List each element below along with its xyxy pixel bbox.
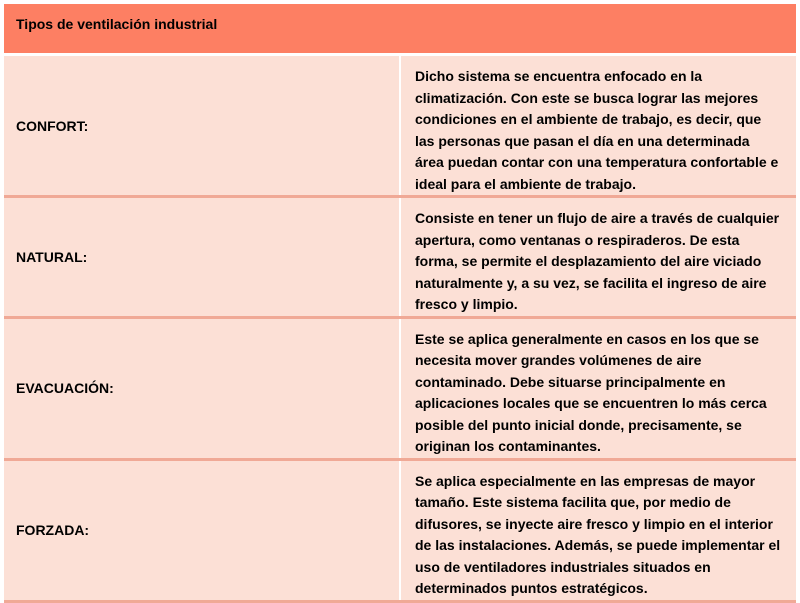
row-description-cell [400, 317, 796, 459]
row-description-cell [400, 55, 796, 197]
table-row [4, 197, 796, 318]
row-label-cell [4, 317, 400, 459]
row-description-natural: Consiste en tener un flujo de aire a través de cualquier apertura, como ventanas o respiraderos. De esta forma, se permite el desplazamiento del aire viciado naturalmente y, a su vez, se facilita el ingreso de aire fresco y limpio. [415, 210, 780, 312]
row-description-forzada: Se aplica especialmente en las empresas de mayor tamaño. Este sistema facilita que, por medio de difusores, se inyecte aire fresco y limpio en el interior de las instalaciones. Además, se puede implementar el uso de ventiladores industriales situados en determinados puntos estratégicos. [415, 472, 781, 596]
table-row [4, 459, 796, 601]
row-label-evacuacion: EVACUACIÓN: [16, 380, 114, 396]
table-header-row [4, 4, 796, 55]
row-label-cell [4, 197, 400, 318]
row-label-cell [4, 55, 400, 197]
row-description-confort: Dicho sistema se encuentra enfocado en la climatización. Con este se busca lograr las mejores condiciones en el ambiente de trabajo, es decir, que las personas que pasan el día en una determinada área puedan contar con una temperatura confortable e ideal para el ambiente de trabajo. [415, 68, 779, 192]
table-row [4, 55, 796, 197]
row-description-cell [400, 459, 796, 601]
row-label-forzada: FORZADA: [16, 522, 90, 538]
table-title: Tipos de ventilación industrial [16, 16, 218, 32]
row-description-cell [400, 197, 796, 318]
row-label-confort: CONFORT: [16, 117, 89, 134]
ventilation-types-table [4, 4, 796, 603]
row-description-evacuacion: Este se aplica generalmente en casos en los que se necesita mover grandes volúmenes de aire contaminado. Debe situarse principalmente en aplicaciones locales que se encuentren lo más cerca posible del punto inicial donde, precisamente, se originan los contaminantes. [415, 330, 767, 454]
table-header-cell [4, 4, 796, 55]
row-label-cell [4, 459, 400, 601]
table-row [4, 317, 796, 459]
row-label-natural: NATURAL: [16, 248, 88, 265]
